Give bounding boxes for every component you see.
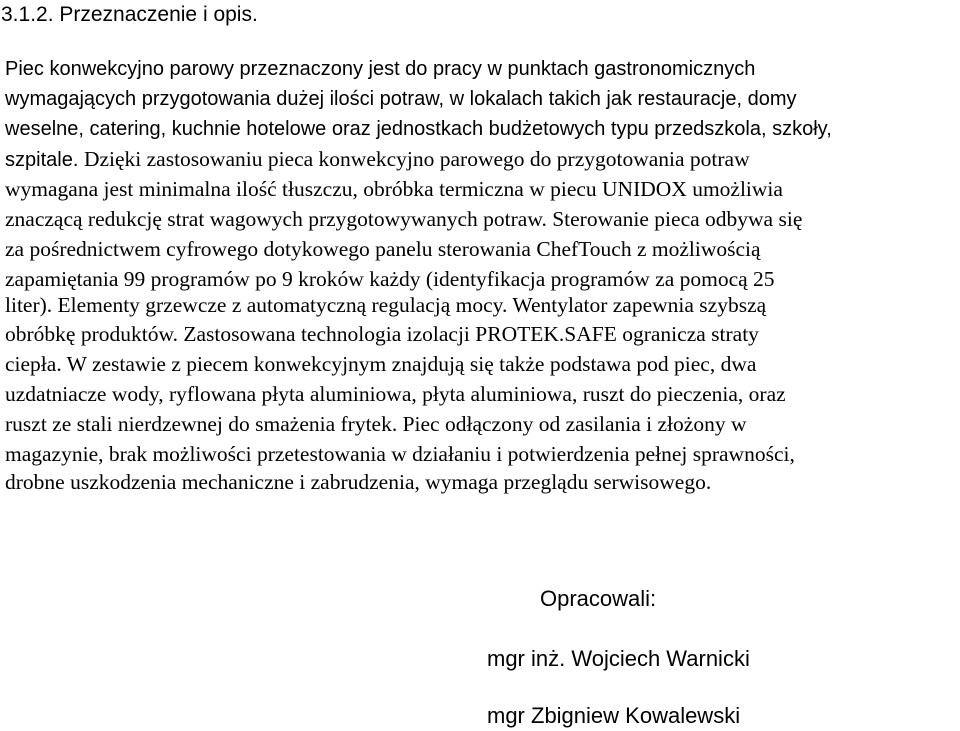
author-1: mgr inż. Wojciech Warnicki bbox=[487, 646, 750, 671]
paragraph-line-11: ciepła. W zestawie z piecem konwekcyjnym znajdują się także podstawa pod piec, dwa bbox=[5, 352, 757, 376]
paragraph-line-12: uzdatniacze wody, ryflowana płyta aluminiowa, płyta aluminiowa, ruszt do pieczenia, oraz bbox=[5, 382, 786, 406]
paragraph-line-14: magazynie, brak możliwości przetestowania w działaniu i potwierdzenia pełnej sprawności, bbox=[5, 442, 795, 466]
paragraph-line-1: Piec konwekcyjno parowy przeznaczony jest do pracy w punktach gastronomicznych bbox=[5, 58, 756, 80]
paragraph-line-13: ruszt ze stali nierdzewnej do smażenia frytek. Piec odłączony od zasilania i złożony w bbox=[5, 412, 747, 436]
paragraph-line-6: znaczącą redukcję strat wagowych przygotowywanych potraw. Sterowanie pieca odbywa się bbox=[5, 207, 803, 231]
paragraph-line-3: weselne, catering, kuchnie hotelowe oraz jednostkach budżetowych typu przedszkola, szkoły, bbox=[5, 118, 832, 140]
paragraph-line-15: drobne uszkodzenia mechaniczne i zabrudzenia, wymaga przeglądu serwisowego. bbox=[5, 470, 712, 494]
paragraph-line-5: wymagana jest minimalna ilość tłuszczu, obróbka termiczna w piecu UNIDOX umożliwia bbox=[5, 177, 783, 201]
paragraph-line-4 bbox=[5, 146, 750, 173]
paragraph-line-9: liter). Elementy grzewcze z automatyczną regulacją mocy. Wentylator zapewnia szybszą bbox=[5, 293, 767, 317]
paragraph-line-4-rest: Dzięki zastosowaniu pieca konwekcyjno parowego do przygotowania potraw bbox=[83, 147, 750, 171]
paragraph-line-7: za pośrednictwem cyfrowego dotykowego panelu sterowania ChefTouch z możliwością bbox=[5, 237, 761, 261]
paragraph-line-2: wymagających przygotowania dużej ilości potraw, w lokalach takich jak restauracje, domy bbox=[5, 88, 797, 110]
author-2: mgr Zbigniew Kowalewski bbox=[487, 703, 741, 728]
prepared-by-label: Opracowali: bbox=[540, 586, 657, 611]
section-heading: 3.1.2. Przeznaczenie i opis. bbox=[1, 3, 258, 26]
paragraph-line-10: obróbkę produktów. Zastosowana technologia izolacji PROTEK.SAFE ogranicza straty bbox=[5, 322, 759, 346]
paragraph-line-4-start: szpitale. bbox=[5, 149, 84, 171]
paragraph-line-8: zapamiętania 99 programów po 9 kroków każdy (identyfikacja programów za pomocą 25 bbox=[5, 267, 775, 291]
